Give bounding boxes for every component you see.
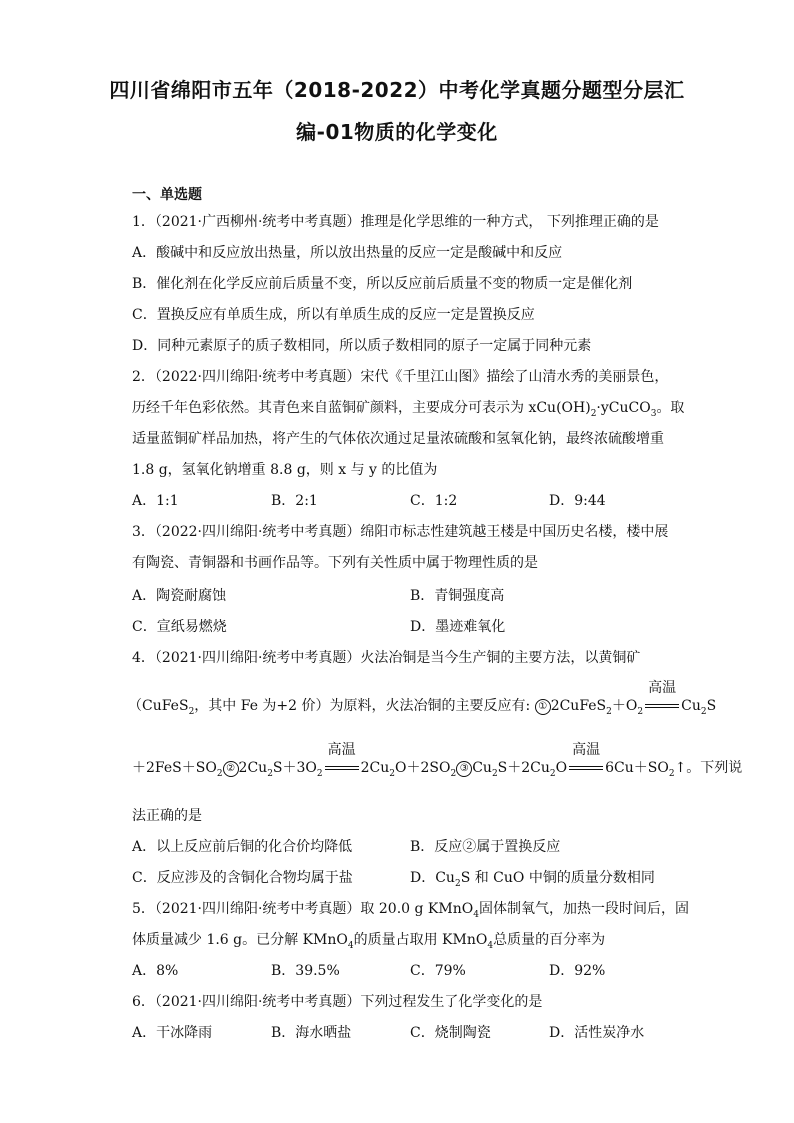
q3-option-c: C．宣纸易燃烧	[132, 619, 227, 635]
q6-stem: 6．（2021·四川绵阳·统考中考真题）下列过程发生了化学变化的是	[132, 994, 543, 1010]
doc-title-line1: 四川省绵阳市五年（2018-2022）中考化学真题分题型分层汇	[109, 78, 685, 102]
q4-reaction-number-1: ①	[535, 699, 551, 715]
q5-option-d: D．92%	[549, 963, 606, 979]
q4-high-temp-condition-3: 高温	[567, 758, 605, 778]
q4-high-temp-condition-2: 高温	[323, 758, 361, 778]
q1-stem: 1．（2021·广西柳州·统考中考真题）推理是化学思维的一种方式， 下列推理正确的是	[132, 214, 659, 230]
q5-option-b: B．39.5%	[271, 963, 340, 979]
q2-stem-line3: 适量蓝铜矿样品加热，将产生的气体依次通过足量浓硫酸和氢氧化钠，最终浓硫酸增重	[132, 431, 664, 447]
q4-stem-line1: 4．（2021·四川绵阳·统考中考真题）火法冶铜是当今生产铜的主要方法，以黄铜矿	[132, 650, 641, 666]
q2-stem-line1: 2．（2022·四川绵阳·统考中考真题）宋代《千里江山图》描绘了山清水秀的美丽景色，	[132, 369, 669, 385]
q4-high-temp-condition-1: 高温	[643, 696, 681, 716]
q4-reaction-number-3: ③	[456, 761, 472, 777]
q5-stem-line1: 5．（2021·四川绵阳·统考中考真题）取 20.0 g KMnO$_4$固体制氧气，加热一段时间后，固	[132, 901, 689, 920]
q2-option-d: D．9:44	[549, 493, 606, 509]
q3-option-d: D．墨迹难氧化	[410, 619, 506, 635]
q2-option-c: C．1:2	[410, 493, 458, 509]
q3-option-a: A．陶瓷耐腐蚀	[132, 588, 227, 604]
q3-option-b: B．青铜强度高	[410, 588, 505, 604]
q4-reaction-line1: （CuFeS$_2$，其中 Fe 为+2 价）为原料，火法冶铜的主要反应有: ① $2CuFeS_2+O_2$ 高温 $Cu_2S$	[128, 680, 717, 717]
q3-stem-line2: 有陶瓷、青铜器和书画作品等。下列有关性质中属于物理性质的是	[132, 555, 538, 571]
q1-option-a: A．酸碱中和反应放出热量，所以放出热量的反应一定是酸碱中和反应	[132, 245, 563, 261]
q4-reaction-number-2: ②	[223, 761, 239, 777]
q4-stem-line4: 法正确的是	[132, 808, 202, 824]
q2-option-b: B．2:1	[271, 493, 318, 509]
q6-option-a: A．干冰降雨	[132, 1025, 213, 1041]
q1-option-d: D．同种元素原子的质子数相同，所以质子数相同的原子一定属于同种元素	[132, 338, 592, 354]
q6-option-c: C．烧制陶瓷	[410, 1025, 491, 1041]
q6-option-d: D．活性炭净水	[549, 1025, 645, 1041]
q4-option-c: C．反应涉及的含铜化合物均属于盐	[132, 870, 353, 886]
doc-title-line2: 编-01物质的化学变化	[296, 120, 498, 144]
q3-stem-line1: 3．（2022·四川绵阳·统考中考真题）绵阳市标志性建筑越王楼是中国历史名楼，楼中展	[132, 524, 669, 540]
q2-stem-line4: 1.8 g，氢氧化钠增重 8.8 g，则 x 与 y 的比值为	[132, 462, 438, 478]
q1-option-b: B．催化剂在化学反应前后质量不变，所以反应前后质量不变的物质一定是催化剂	[132, 276, 633, 292]
q5-option-a: A．8%	[132, 963, 179, 979]
q2-option-a: A．1:1	[132, 493, 179, 509]
q4-option-d: D．$Cu_2S$ 和 CuO 中铜的质量分数相同	[410, 870, 655, 889]
q6-option-b: B．海水晒盐	[271, 1025, 352, 1041]
q5-stem-line2: 体质量减少 1.6 g。已分解 KMnO$_4$的质量占取用 KMnO$_4$总质量的百分率为	[132, 932, 606, 951]
q5-option-c: C．79%	[410, 963, 466, 979]
q4-reaction-line2: $+2FeS+SO_2$ ② $2Cu_2S+3O_2$ 高温 $2Cu_2O+2SO_2$ ③ $Cu_2S+2Cu_2O$ 高温 $6Cu+SO_2↑$。下列说	[132, 742, 743, 779]
q1-option-c: C．置换反应有单质生成，所以有单质生成的反应一定是置换反应	[132, 307, 535, 323]
q4-option-a: A．以上反应前后铜的化合价均降低	[132, 839, 353, 855]
section-heading: 一、单选题	[132, 187, 202, 203]
q2-stem-line2: 历经千年色彩依然。其青色来自蓝铜矿颜料，主要成分可表示为 $xCu(OH)_2\cdot yCuCO_3$。取	[132, 400, 685, 419]
q4-option-b: B．反应②属于置换反应	[410, 839, 561, 855]
